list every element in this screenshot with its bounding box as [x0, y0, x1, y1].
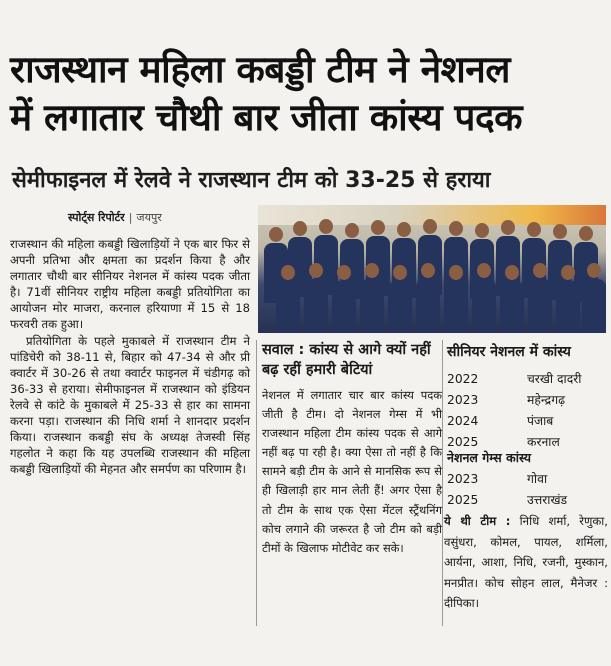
photo-person — [444, 265, 468, 333]
byline-city: जयपुर — [136, 211, 162, 224]
medal-year: 2024 — [447, 413, 479, 428]
senior-national-table — [444, 368, 608, 452]
medal-place: महेन्द्रगढ़ — [527, 393, 566, 407]
question-body: नेशनल में लगातार चार बार कांस्य पदक जीती है टीम। दो नेशनल गेम्स में भी राजस्थान महिला टीम कांस्य पदक से आगे नहीं बढ़ पा रही है। क्या ऐसा तो नहीं है कि सामने बड़ी टीम के आने से मानसिक रूप से ही खिलाड़ी हार मान लेती हैं! अगर ऐसा है तो टीम के साथ एक ऐसा मेंटल स्ट्रैंथनिंग कोच लगाने की जरूरत है जो टीम को बड़ी टीमों के खिलाफ मोटीवेट कर सके। — [262, 388, 442, 555]
team-members: निधि शर्मा, रेणुका, वसुंधरा, कोमल, पायल, शर्मिला, आर्यना, आशा, निधि, रजनी, मुस्कान, मनप्रीत। कोच सोहन लाल, मैनेजर : दीपिका। — [444, 514, 608, 611]
medal-row — [444, 389, 608, 410]
article-body — [10, 236, 250, 477]
photo-person — [528, 263, 552, 333]
photo-person — [556, 265, 580, 333]
article-paragraph: राजस्थान की महिला कबड्डी खिलाड़ियों ने एक बार फिर से अपनी प्रतिभा और क्षमता का प्रदर्शन किया है और लगातार चौथी बार सीनियर नेशनल में कांस्य पदक जीता है। 71वीं सीनियर राष्ट्रीय महिला कबड्डी प्रतियोगिता का आयोजन मोर माजरा, करनाल हरियाणा में 15 से 18 फरवरी तक हुआ। — [10, 237, 250, 332]
photo-person — [388, 265, 412, 333]
team-photo — [258, 205, 606, 333]
senior-national-heading: सीनियर नेशनल में कांस्य — [447, 344, 571, 360]
column-divider — [442, 340, 443, 626]
headline-line-2: में लगातार चौथी बार जीता कांस्य पदक — [10, 96, 523, 139]
photo-person — [360, 263, 384, 333]
medal-year: 2025 — [447, 434, 479, 449]
photo-person — [472, 263, 496, 333]
medal-row — [444, 368, 608, 389]
medal-year: 2022 — [447, 371, 479, 386]
medal-place: गोवा — [527, 472, 548, 486]
medal-place: करनाल — [527, 435, 560, 449]
medal-year: 2025 — [447, 492, 479, 507]
medal-place: चरखी दादरी — [527, 372, 582, 386]
question-heading: सवाल : कांस्य से आगे क्यों नहीं बढ़ रहीं हमारी बेटियां — [262, 342, 431, 378]
headline — [10, 46, 605, 142]
photo-person — [500, 265, 524, 333]
photo-person — [582, 263, 606, 333]
column-divider — [256, 340, 257, 626]
medal-year: 2023 — [447, 392, 479, 407]
subheadline: सेमीफाइनल में रेलवे ने राजस्थान टीम को 33-25 से हराया — [12, 168, 491, 193]
photo-person — [276, 265, 300, 333]
medal-row — [444, 410, 608, 431]
photo-person — [332, 265, 356, 333]
national-games-table — [444, 468, 608, 510]
headline-line-1: राजस्थान महिला कबड्डी टीम ने नेशनल — [10, 48, 510, 91]
medal-year: 2023 — [447, 471, 479, 486]
team-label: ये थी टीम : — [444, 514, 511, 528]
photo-person — [304, 263, 328, 333]
byline — [68, 210, 162, 225]
medal-place: पंजाब — [527, 414, 554, 428]
national-games-heading: नेशनल गेम्स कांस्य — [447, 450, 532, 465]
byline-reporter: स्पोर्ट्स रिपोर्टर — [68, 211, 125, 224]
medal-row — [444, 468, 608, 489]
article-paragraph: प्रतियोगिता के पहले मुकाबले में राजस्थान टीम ने पांडिचेरी को 38-11 से, बिहार को 47-34 से और प्री क्वार्टर में 30-26 से तथा क्वार्टर फाइनल में चंडीगढ़ को 36-33 से हराया। सेमीफाइनल में राजस्थान को इंडियन रेलवे से कांटे के मुकाबले में 25-33 से हार का सामना करना पड़ा। राजस्थान की निधि शर्मा ने शानदार प्रदर्शन किया। राजस्थान कबड्डी संघ के अध्यक्ष तेजस्वी सिंह गहलोत ने कहा कि यह उपलब्धि राजस्थान की महिला कबड्डी खिलाड़ियों की मेहनत और समर्पण का परिणाम है। — [10, 333, 250, 477]
medal-row — [444, 489, 608, 510]
medal-place: उत्तराखंड — [527, 493, 568, 507]
photo-person — [416, 263, 440, 333]
byline-separator: | — [128, 211, 133, 224]
team-roster — [444, 511, 608, 614]
